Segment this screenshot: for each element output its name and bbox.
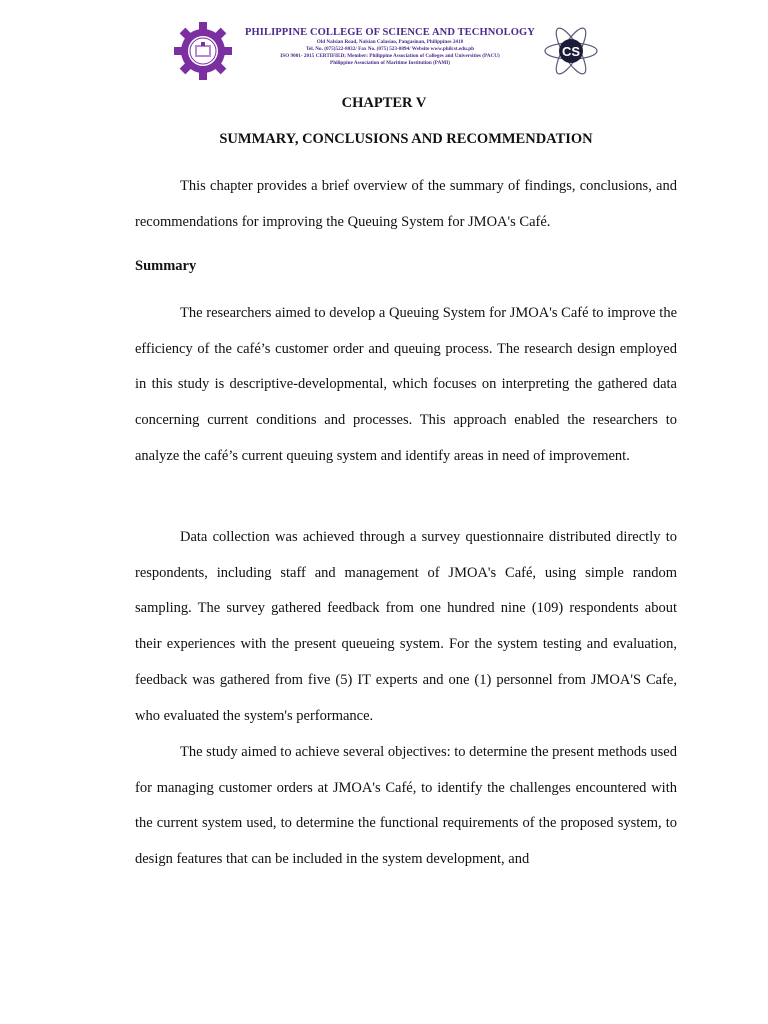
college-name: PHILIPPINE COLLEGE OF SCIENCE AND TECHNOLOGY [245, 27, 535, 38]
college-contact: Tel. No. (075)522-8032/ Fax No. (075) 523-0894/ Website www.philcst.edu.ph [305, 46, 475, 52]
letterhead-text [240, 26, 540, 67]
chapter-heading: CHAPTER V [341, 95, 427, 111]
college-certification: ISO 9001- 2015 CERTIFIED; Member: Philippine Association of Colleges and Universities (PACU) [280, 53, 500, 59]
chapter-title: SUMMARY, CONCLUSIONS AND RECOMMENDATION [219, 131, 593, 147]
summary-paragraph-2: Data collection was achieved through a survey questionnaire distributed directly to respondents, including staff and management of JMOA's Café, using simple random sampling. The survey gathered feedback from one hundred nine (109) respondents about their experiences with the present queueing system. For the system testing and evaluation, feedback was gathered from five (5) IT experts and one (1) personnel from JMOA'S Cafe, who evaluated the system's performance. [135, 529, 677, 724]
right-logo-text: CS [561, 44, 581, 59]
college-membership: Philippine Association of Maritime Institution (PAMI) [330, 60, 450, 66]
summary-paragraph-1: The researchers aimed to develop a Queuing System for JMOA's Café to improve the efficiency of the café’s customer order and queuing process. The research design employed in this study is descriptive-developmental, which focuses on interpreting the gathered data concerning current conditions and processes. This approach enabled the researchers to analyze the café’s current queuing system and identify areas in need of improvement. [135, 305, 677, 464]
atom-cs-icon [542, 26, 600, 76]
gear-seal-icon [172, 22, 234, 80]
college-address: Old Nalsian Road, Nalsian Calasiao, Pangasinan, Philippines 2418 [316, 39, 464, 45]
letterhead [160, 20, 606, 82]
summary-heading: Summary [135, 258, 197, 274]
summary-paragraph-3: The study aimed to achieve several objectives: to determine the present methods used for managing customer orders at JMOA's Café, to identify the challenges encountered with the current system used, to determine the functional requirements of the proposed system, to design features that can be included in the system development, and [135, 744, 677, 868]
intro-paragraph: This chapter provides a brief overview of the summary of findings, conclusions, and recommendations for improving the Queuing System for JMOA's Café. [135, 178, 677, 230]
